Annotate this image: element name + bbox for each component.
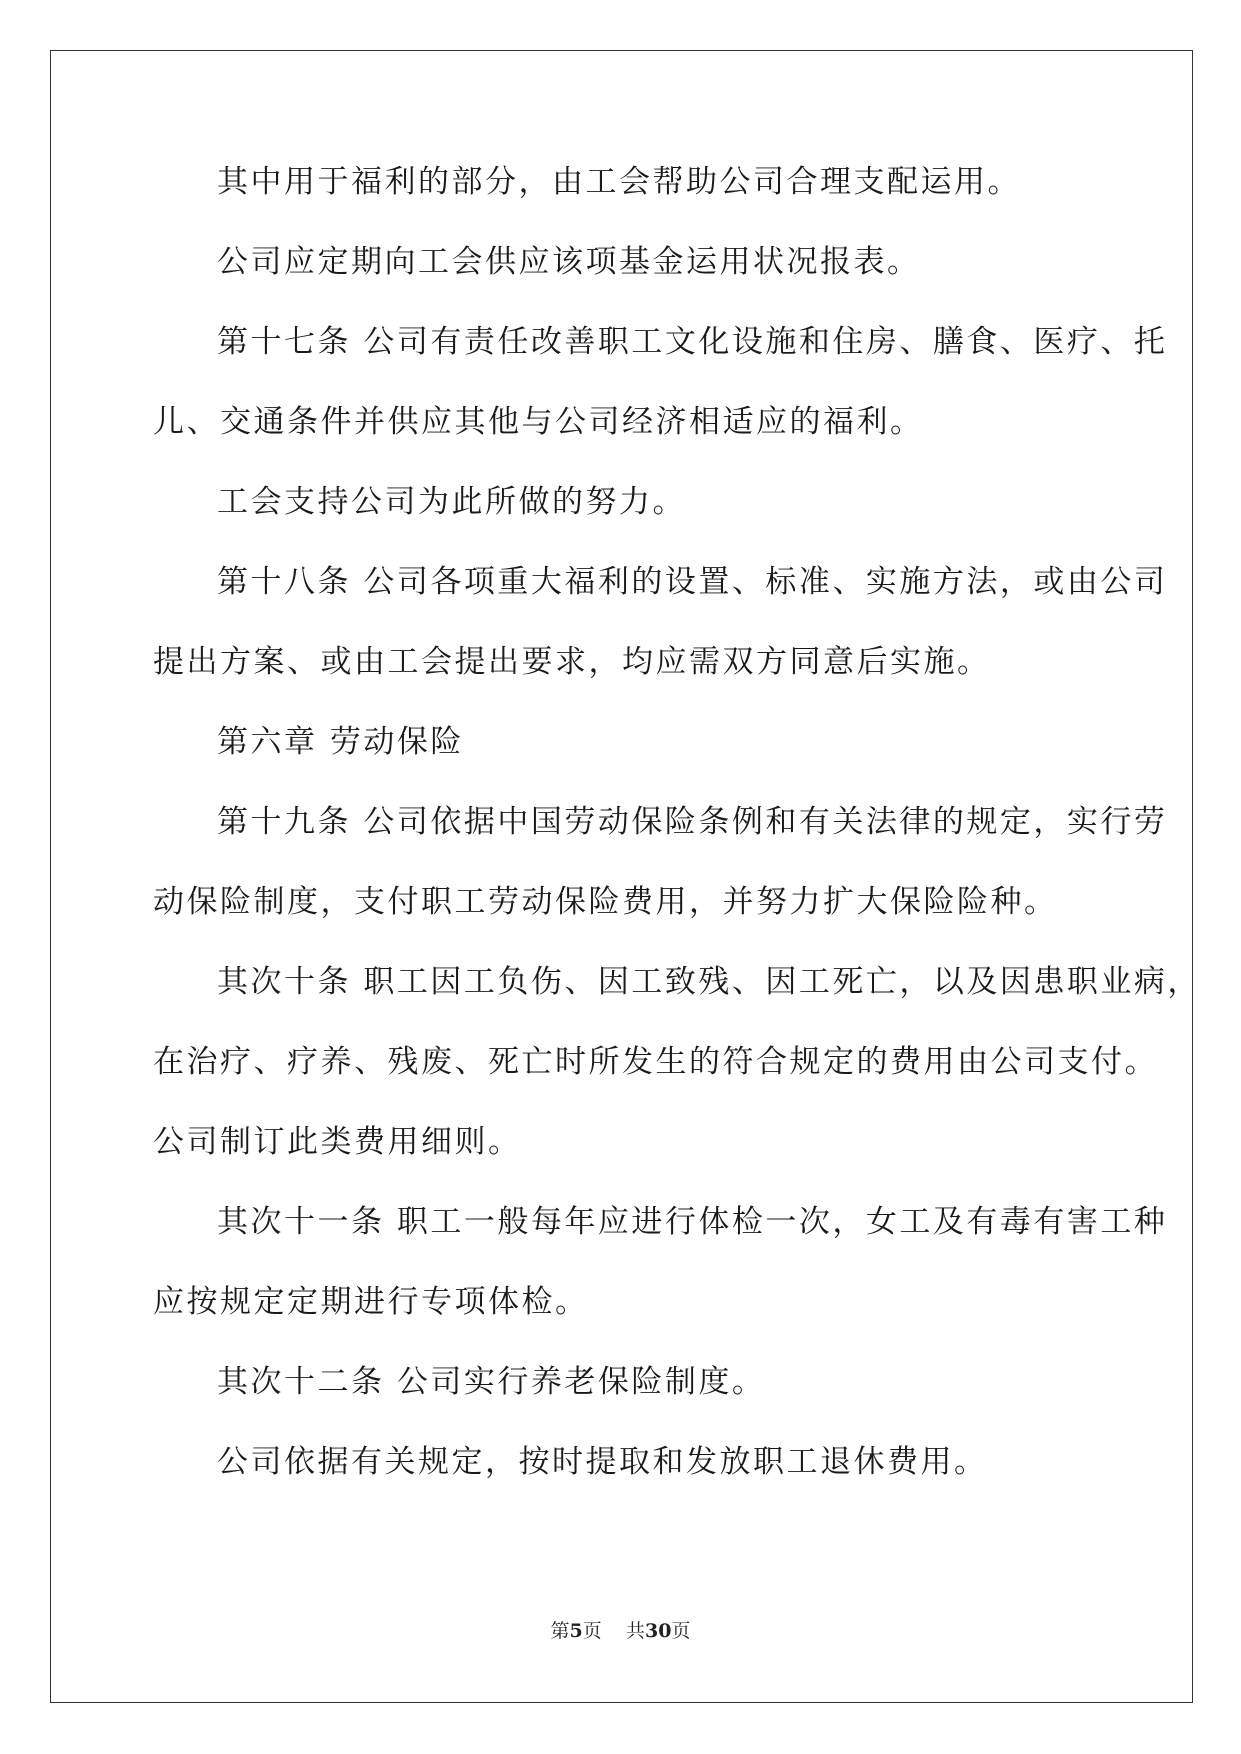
text-line: 其次十一条 职工一般每年应进行体检一次，女工及有毒有害工种 [217, 1204, 1168, 1240]
text-line: 第十八条 公司各项重大福利的设置、标准、实施方法，或由公司 [217, 564, 1168, 600]
text-line: 工会支持公司为此所做的努力。 [217, 484, 686, 520]
page-prefix: 第 [550, 1620, 570, 1642]
page-suffix: 页 [582, 1620, 602, 1642]
text-line: 应按规定定期进行专项体检。 [153, 1284, 589, 1320]
text-line: 公司依据有关规定，按时提取和发放职工退休费用。 [217, 1444, 988, 1480]
text-line: 其次十二条 公司实行养老保险制度。 [217, 1364, 766, 1400]
total-prefix: 共 [625, 1620, 645, 1642]
page-number: 5 [569, 1620, 583, 1642]
text-line: 公司应定期向工会供应该项基金运用状况报表。 [217, 244, 921, 280]
text-line: 动保险制度，支付职工劳动保险费用，并努力扩大保险险种。 [153, 884, 1058, 920]
total-suffix: 页 [671, 1620, 691, 1642]
text-line: 提出方案、或由工会提出要求，均应需双方同意后实施。 [153, 644, 991, 680]
total-pages: 30 [644, 1620, 672, 1642]
text-line: 其中用于福利的部分，由工会帮助公司合理支配运用。 [217, 164, 1021, 200]
text-line: 其次十条 职工因工负伤、因工致残、因工死亡，以及因患职业病， [217, 964, 1201, 1000]
page-footer [0, 1619, 1241, 1643]
text-line: 儿、交通条件并供应其他与公司经济相适应的福利。 [153, 404, 924, 440]
text-line: 在治疗、疗养、残废、死亡时所发生的符合规定的费用由公司支付。 [153, 1044, 1158, 1080]
text-line: 公司制订此类费用细则。 [153, 1124, 522, 1160]
chapter-heading: 第六章 劳动保险 [217, 724, 464, 760]
text-line: 第十七条 公司有责任改善职工文化设施和住房、膳食、医疗、托 [217, 324, 1168, 360]
text-line: 第十九条 公司依据中国劳动保险条例和有关法律的规定，实行劳 [217, 804, 1168, 840]
